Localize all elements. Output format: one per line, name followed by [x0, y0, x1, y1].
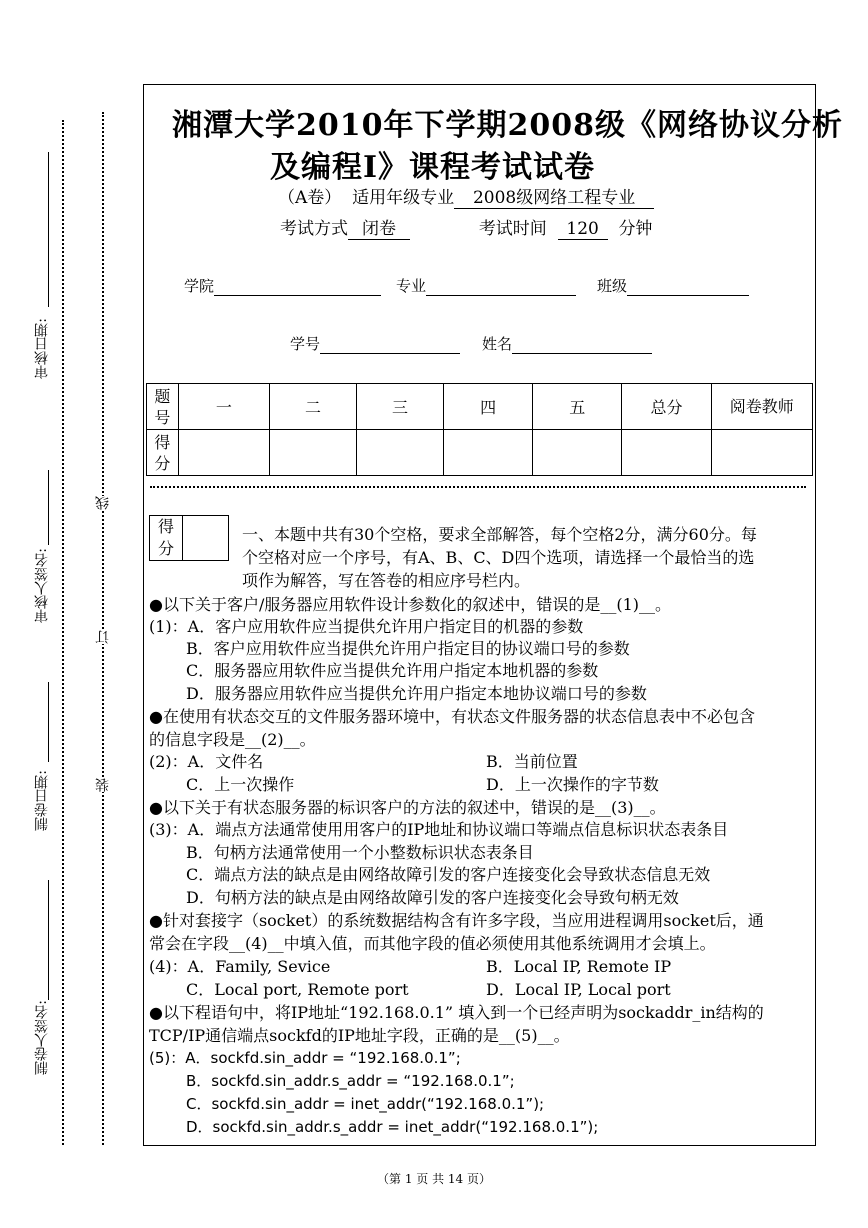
- score-cell[interactable]: [622, 430, 711, 476]
- question-2-option-b: B．当前位置: [486, 752, 578, 771]
- table-header-cell: 二: [269, 384, 356, 430]
- table-header-cell: 总分: [622, 384, 711, 430]
- reviewer-sign-label: 审核人签名:: [34, 548, 50, 623]
- name-field: [482, 333, 652, 354]
- question-3-option-a: (3)：A．端点方法通常使用用客户的IP地址和协议端口等端点信息标识状态表条目: [149, 820, 729, 839]
- question-1-option-a: (1)：A．客户应用软件应当提供允许用户指定目的机器的参数: [149, 617, 584, 636]
- table-header-cell: 阅卷教师: [711, 384, 812, 430]
- student-id-label: 学号: [290, 335, 321, 353]
- question-1-option-b: B．客户应用软件应当提供允许用户指定目的协议端口号的参数: [186, 639, 630, 658]
- class-label: 班级: [597, 277, 628, 295]
- score-cell[interactable]: [269, 430, 356, 476]
- score-table: [146, 383, 813, 476]
- table-header-cell: 一: [178, 384, 269, 430]
- question-5-option-b: B．sockfd.sin_addr.s_addr = “192.168.0.1”;: [186, 1072, 515, 1090]
- score-cell[interactable]: [711, 430, 812, 476]
- exam-time-label: 考试时间: [478, 219, 547, 239]
- question-4-stem-line1: ●针对套接字（socket）的系统数据结构含有许多字段，当应用进程调用socket后，通: [149, 911, 764, 930]
- maker-date-label: 制卷日期:: [34, 770, 50, 831]
- question-2-option-d: D．上一次操作的字节数: [486, 775, 659, 794]
- binding-mark-xian: 线: [95, 496, 111, 510]
- question-2-stem-line2: 的信息字段是__(2)__。: [149, 730, 316, 749]
- applicable-row: [278, 183, 654, 209]
- question-3-option-b: B．句柄方法通常使用一个小整数标识状态表条目: [186, 843, 534, 862]
- class-input[interactable]: [627, 278, 749, 296]
- college-input[interactable]: [214, 278, 381, 296]
- section-intro-line1: 一、本题中共有30个空格，要求全部解答，每个空格2分，满分60分。每: [242, 525, 757, 544]
- question-1-option-c: C．服务器应用软件应当提供允许用户指定本地机器的参数: [186, 661, 599, 680]
- reviewer-date-line: [48, 152, 49, 307]
- question-1-option-d: D．服务器应用软件应当提供允许用户指定本地协议端口号的参数: [186, 684, 647, 703]
- score-cell[interactable]: [444, 430, 533, 476]
- binding-mark-zhuang: 装: [95, 778, 111, 792]
- reviewer-date-label: 审核日期:: [34, 318, 50, 379]
- score-cell[interactable]: [533, 430, 622, 476]
- student-id-field: [290, 333, 460, 354]
- maker-sign-label: 制卷人签名:: [34, 1000, 50, 1075]
- table-header-cell: 五: [533, 384, 622, 430]
- class-field: [597, 275, 749, 296]
- question-5-option-c: C．sockfd.sin_addr = inet_addr(“192.168.0.1”);: [186, 1095, 545, 1113]
- question-4-option-d: D．Local IP, Local port: [486, 980, 671, 999]
- section-divider: [150, 486, 806, 488]
- question-2-option-c: C．上一次操作: [186, 775, 295, 794]
- section-score-label: 得分: [157, 517, 174, 558]
- question-3-option-d: D．句柄方法的缺点是由网络故障引发的客户连接变化会导致句柄无效: [186, 888, 679, 907]
- name-input[interactable]: [512, 336, 652, 354]
- question-5-stem-line1: ●以下程语句中，将IP地址“192.168.0.1” 填入到一个已经声明为sockaddr_in结构的: [149, 1003, 764, 1022]
- section-intro-line2: 个空格对应一个序号，有A、B、C、D四个选项，请选择一个最恰当的选: [242, 548, 755, 567]
- question-2-stem-line1: ●在使用有状态交互的文件服务器环境中，有状态文件服务器的状态信息表中不必包含: [149, 707, 755, 726]
- question-1-stem: ●以下关于客户/服务器应用软件设计参数化的叙述中，错误的是__(1)__。: [149, 595, 672, 614]
- table-header-cell: 三: [357, 384, 444, 430]
- table-row: [147, 430, 813, 476]
- applicable-value: 2008级网络工程专业: [454, 183, 654, 209]
- binding-mark-ding: 订: [95, 630, 111, 644]
- question-5-option-d: D．sockfd.sin_addr.s_addr = inet_addr(“192.168.0.1”);: [186, 1118, 599, 1136]
- paper-type: （A卷）: [278, 188, 342, 208]
- score-cell[interactable]: [357, 430, 444, 476]
- question-3-option-c: C．端点方法的缺点是由网络故障引发的客户连接变化会导致状态信息无效: [186, 865, 711, 884]
- binding-dotted-line-right: [102, 112, 104, 1145]
- college-label: 学院: [184, 277, 215, 295]
- major-field: [396, 275, 576, 296]
- exam-title-line2: 及编程Ⅰ》课程考试试卷: [270, 150, 596, 185]
- major-label: 专业: [396, 277, 427, 295]
- question-4-option-b: B．Local IP, Remote IP: [486, 957, 672, 976]
- table-header-cell: 题号: [147, 384, 179, 430]
- exam-time-unit: 分钟: [618, 219, 653, 239]
- exam-mode-label: 考试方式: [280, 219, 348, 239]
- question-3-stem: ●以下关于有状态服务器的标识客户的方法的叙述中，错误的是__(3)__。: [149, 798, 666, 817]
- table-row: [147, 384, 813, 430]
- page-footer: （第 1 页 共 14 页）: [377, 1172, 491, 1186]
- student-id-input[interactable]: [320, 336, 460, 354]
- section-intro-line3: 项作为解答，写在答卷的相应序号栏内。: [242, 571, 531, 590]
- question-4-option-a: (4)：A．Family, Sevice: [149, 957, 331, 976]
- table-header-cell: 四: [444, 384, 533, 430]
- exam-title-line1: 湘潭大学2010年下学期2008级《网络协议分析: [172, 108, 843, 143]
- college-field: [184, 275, 381, 296]
- question-2-option-a: (2)：A．文件名: [149, 752, 264, 771]
- reviewer-sign-line: [48, 470, 49, 545]
- question-5-option-a: (5)：A．sockfd.sin_addr = “192.168.0.1”;: [149, 1049, 461, 1067]
- maker-date-line: [48, 682, 49, 762]
- question-4-stem-line2: 常会在字段__(4)__中填入值，而其他字段的值必须使用其他系统调用才会填上。: [149, 934, 716, 953]
- applicable-label: 适用年级专业: [352, 188, 455, 208]
- question-4-option-c: C．Local port, Remote port: [186, 980, 409, 999]
- maker-sign-line: [48, 880, 49, 1000]
- exam-mode-value: 闭卷: [348, 214, 410, 240]
- binding-dotted-line-left: [62, 120, 64, 1145]
- exam-mode-row: [280, 214, 652, 240]
- score-cell[interactable]: [178, 430, 269, 476]
- name-label: 姓名: [482, 335, 513, 353]
- major-input[interactable]: [426, 278, 576, 296]
- section-score-input-box[interactable]: [182, 515, 229, 561]
- exam-time-value: 120: [558, 219, 608, 240]
- table-row-label: 得分: [147, 430, 179, 476]
- question-5-stem-line2: TCP/IP通信端点sockfd的IP地址字段，正确的是__(5)__。: [149, 1026, 570, 1045]
